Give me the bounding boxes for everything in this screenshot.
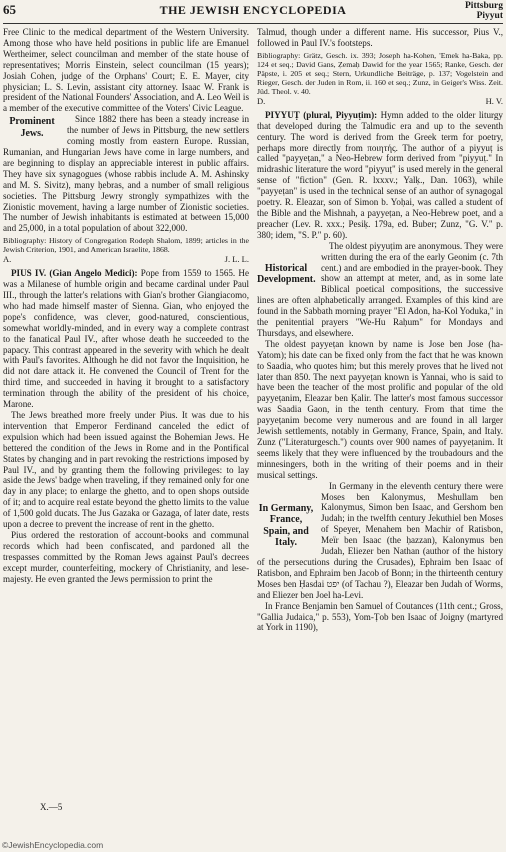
marginal-heading: In Germany, France, Spain, and Italy. [258,502,314,549]
paragraph: Since 1882 there has been a steady increase in the number of Jews in Pittsburg, the new settlers coming mostly from eastern Europe. Russian, Rumanian, and Hungarian Jews have come in large numbers, and are beginning to display an appreciable interest in public affairs. They have six synagogues (whose rabbis include A. M. Ashinsky and M. S. Sivitz), many ḥebras, and a number of small religious societies. The Pittsburg Jewry strongly sympathizes with the Zionistic movement, having a large number of Zionistic societies. The number of Jewish inhabitants is estimated at between 15,000 and 25,000, in a total population of about 322,000. [3,114,249,234]
marginal-heading: Historical Development. [257,262,316,286]
article-title: PIYYUṬ (plural, Piyyuṭim): [265,109,378,120]
paragraph: The Jews breathed more freely under Pius. It was due to his intervention that Emperor Ferdinand canceled the edict of expulsion which had been issued against the Bohemian Jews. He bettered the condition of the Jews in Rome and in the Pontifical States by changing and in part revoking the restrictions imposed by Paul IV., and by granting them the following privileges: to lay aside the Jews' badge when traveling, if they remained only for one day in any place; to enlarge the ghetto, and to open shops outside of it; and to acquire real estate beyond the ghetto limits to the value of 1,500 gold ducats. The Jus Gazaka or Gazaga, of later date, rests upon a decree to prevent the increase of rent in the ghetto. [3,410,249,530]
article-text: Hymn added to the older liturgy that developed during the Talmudic era and up to the seventh century. The word is derived from the Greek term for poetry, perhaps more directly from ποιητής. The author of a piyyuṭ is called "payyeṭan," a Neo-Hebrew form derived from "piyyuṭ." In midrashic literature the word "piyyuṭ" is used merely in the general sense of "fiction" (Gen. R. lxxxv.; Yalḳ., Dan. 1063), while "payyeṭan" is used in the technical sense of an author of synagogal poetry. R. Eleazar, son of Simon b. Yoḥai, was called a student of the Bible and the Mishnah, a payyeṭan, a Neo-Hebrew poet, and a preacher (Lev. R. xxx.; Pesiḳ. 179a, ed. Buber; Zunz, "G. V." p. 380; idem, "S. P." p. 60). [257,109,503,240]
left-column [3,27,249,585]
signature-right: H. V. [485,95,503,106]
signature-line [257,96,503,107]
paragraph: Talmud, though under a different name. His successor, Pius V., followed in Paul IV.'s footsteps. [257,27,503,48]
right-column [257,27,503,633]
guide-words [465,1,503,21]
signature-left: D. [257,95,266,106]
printer-signature: X.—5 [40,802,63,812]
paragraph: The oldest piyyuṭim are anonymous. They were written during the era of the early Geonim (c. 7th cent.) and are embodied in the prayer-book. They show an attempt at meter, and, as in some late Biblical poetical compositions, the successive lines are often alphabetically arranged. Examples of this kind are found in the Sabbath morning prayer "El Adon, ha-Kol Yoduka," in the penitential prayers "We-Hu Raḥum" for Mondays and Thursdays, and elsewhere. [257,240,503,338]
paragraph [3,268,249,410]
article-title: PIUS IV. (Gian Angelo Medici): [11,268,138,279]
bibliography: Bibliography: Grätz, Gesch. ix. 393; Joseph ha-Kohen, 'Emek ha-Baka, pp. 124 et seq.; David Gans, Ẓemaḥ Dawid for the year 1565; Ranke, Gesch. der Päpste, i. 205 et seq.; Stern, Urkundliche Beiträge, p. 137; Vogelstein and Rieger, Gesch. der Juden in Rom, ii. 160 et seq.; Zunz, in Geiger's Wiss. Zeit. Jüd. Theol. v. 40. [257,50,503,96]
running-title: THE JEWISH ENCYCLOPEDIA [159,3,347,17]
page-header [0,0,506,22]
guide-word-last: Piyyut [476,11,503,21]
paragraph [257,110,503,241]
paragraph: The oldest payyeṭan known by name is Jose ben Jose (ha-Yatom); his date can be fixed only from the fact that he was known to Saadia, who quotes him; but this merely proves that he lived not later than 850. The next payyeṭan known is Yannai, who is said to have been the teacher of the most prolific and popular of the old payyeṭanim, Eleazar ben Ḳalir. The latter's most famous successor was Saadia Gaon, in the tenth century. From that time the payyeṭanim become very numerous and are found in all larger Jewish settlements, notably in Germany, France, Spain, and Italy. Zunz ("Literaturgesch.") counts over 900 names of payyeṭanim. It seems likely that they were influenced by the troubadours and the minnesingers, both in the writing of their poems and in their musical settings. [257,338,503,480]
guide-word-first: Pittsburg [465,1,503,11]
article-text: Pope from 1559 to 1565. He was a Milanese of humble origin and became cardinal under Paul III., through the latter's relations with Gian's brother Giangiacomo, who had made himself master of Sienna. Gian, who enjoyed the pope's confidence, was clever, good-natured, conscientious, somewhat worldly-minded, and in every way a complete contrast to the fanatical Paul IV., after whose death he succeeded to the papacy. This contrast appeared in the severity with which he dealt with Paul's favorites. Although he did not favor the Inquisition, he did not dare attack it. He convened the Council of Trent for the third time, and succeeded in having it brought to a satisfactory termination through the ability of the president of his choice, Marone. [3,268,249,410]
signature-left: A. [3,254,12,265]
paragraph: Free Clinic to the medical department of the Western University. Among those who have held positions in public life are Emanuel Wertheimer, select councilman and member of the state house of representatives; Morris Einstein, select councilman (15 years); Josiah Cohen, judge of the Orphans' Court; E. E. Mayer, city physician; L. S. Levin, assistant city attorney. Isaac W. Frank is president of the National Founders' Association, and A. Leo Weil is a member of the executive committee of the Voters' Civic League. [3,27,249,114]
paragraph: In France Benjamin ben Samuel of Coutances (11th cent.; Gross, "Gallia Judaica," p. 553), Yom-Ṭob ben Isaac of Joigny (martyred at York in 1190), [257,600,503,633]
header-rule [3,23,503,24]
marginal-heading: Prominent Jews. [9,116,55,139]
paragraph: Pius ordered the restoration of account-books and communal records which had been confiscated, and pardoned all the trespasses committed by the Roman Jews against Paul's decrees except murder, counterfeiting, mockery of Christianity, and lese-majesty. He even granted the Jews permission to print the [3,529,249,584]
signature-right: J. L. L. [224,254,249,265]
bibliography: Bibliography: History of Congregation Rodeph Shalom, 1899; articles in the Jewish Criterion, 1901, and American Israelite, 1868. [3,236,249,255]
site-watermark: ©JewishEncyclopedia.com [2,840,104,850]
paragraph: In Germany in the eleventh century there were Moses ben Kalonymus, Meshullam ben Kalonymus, Simon ben Isaac, and Gershom ben Judah; in the twelfth century Jekuthiel ben Moses of Speyer, Menahem ben Machir of Ratisbon, Meïr ben Isaac (the ḥazzan), Kalonymus ben Judah, Eliezer ben Nathan (author of the history of the persecutions during the Crusades), Ephraim ben Isaac of Ratisbon, and Ephraim ben Jacob of Bonn; in the thirteenth century Moses ben Ḥasdai יפט (of Tachau ?), Eleazar ben Judah of Worms, and Eliezer ben Joel ha-Levi. [257,480,503,600]
page-number: 65 [3,2,16,17]
signature-line [3,254,249,265]
